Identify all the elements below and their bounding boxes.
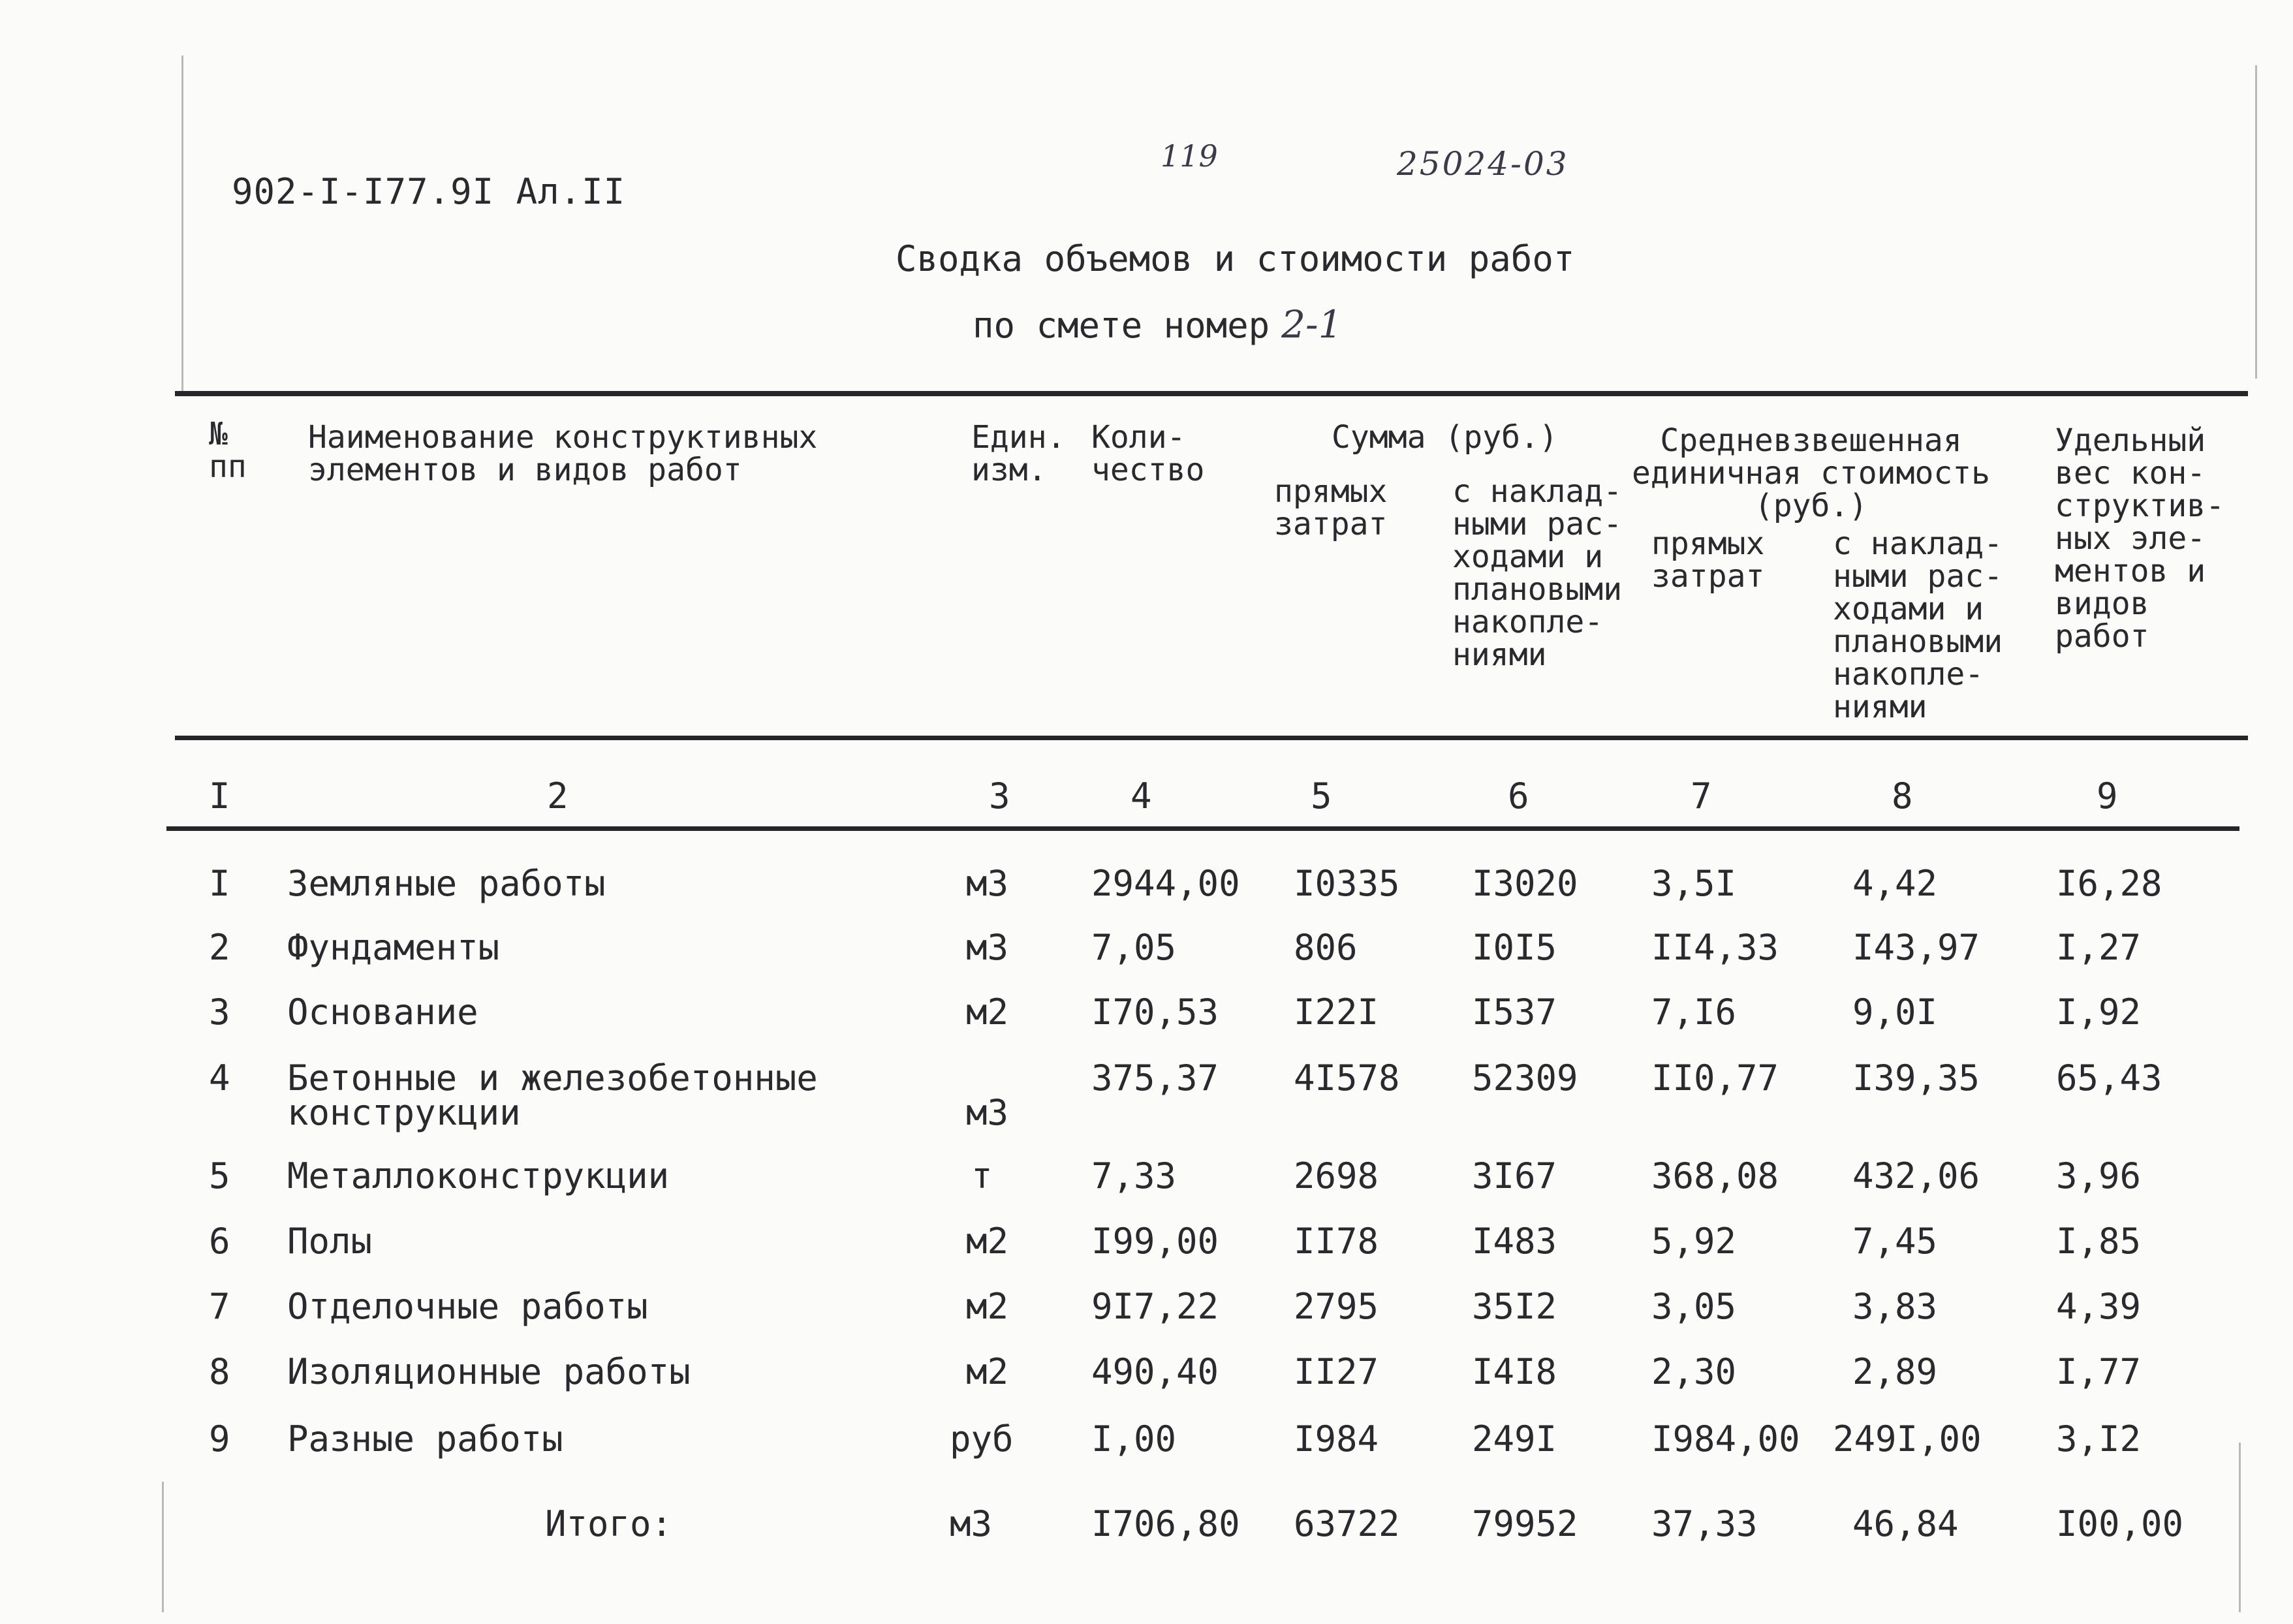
weight: I,27	[2056, 927, 2142, 968]
avg-direct: II4,33	[1651, 927, 1779, 968]
column-number-6: 6	[1508, 775, 1529, 817]
total-label: Итого:	[545, 1503, 673, 1544]
avg-direct: 7,I6	[1651, 992, 1737, 1033]
work-name: Бетонные и железобетонные	[287, 1057, 818, 1099]
sum-overhead: I4I8	[1472, 1351, 1557, 1392]
avg-overhead: I39,35	[1852, 1057, 1980, 1099]
sum-direct: 4I578	[1294, 1057, 1400, 1099]
sum-direct: I22I	[1294, 992, 1379, 1033]
unit: м2	[966, 1286, 1009, 1327]
work-name: Фундаменты	[287, 927, 500, 968]
scan-right-margin-line-lower	[2239, 1443, 2241, 1612]
total-sum-overhead: 79952	[1472, 1503, 1578, 1544]
work-name: Полы	[287, 1221, 373, 1262]
weight: 4,39	[2056, 1286, 2142, 1327]
column-number-4: 4	[1131, 775, 1152, 817]
table-column-numbers-rule	[166, 826, 2239, 831]
header-average-direct: прямых затрат	[1651, 525, 1765, 595]
total-avg-direct: 37,33	[1651, 1503, 1758, 1544]
header-weight: Удельный вес кон- структив- ных эле- ментов и видов работ	[2055, 422, 2225, 655]
column-number-7: 7	[1691, 775, 1712, 817]
avg-overhead: 3,83	[1852, 1286, 1938, 1327]
sum-direct: I984	[1294, 1418, 1379, 1460]
work-name: Основание	[287, 992, 478, 1033]
scan-left-margin-line-lower	[162, 1482, 164, 1612]
column-number-5: 5	[1311, 775, 1332, 817]
weight: I6,28	[2056, 863, 2162, 904]
work-name-continued: конструкции	[287, 1092, 521, 1133]
header-quantity: Коли- чество	[1091, 419, 1205, 488]
total-quantity: I706,80	[1091, 1503, 1240, 1544]
quantity: 490,40	[1091, 1351, 1219, 1392]
total-weight: I00,00	[2056, 1503, 2184, 1544]
avg-overhead: 4,42	[1852, 863, 1938, 904]
unit: м2	[966, 992, 1009, 1033]
sum-direct: I0335	[1294, 863, 1400, 904]
row-number: 7	[209, 1286, 230, 1327]
scan-right-margin-line	[2255, 65, 2257, 379]
avg-overhead: 2,89	[1852, 1351, 1938, 1392]
avg-direct: 5,92	[1651, 1221, 1737, 1262]
weight: 65,43	[2056, 1057, 2162, 1099]
header-average-group: Средневзвешенная единичная стоимость (руб.)	[1632, 422, 1991, 524]
unit: м3	[966, 863, 1009, 904]
header-sum-direct: прямых затрат	[1274, 473, 1388, 542]
sum-overhead: 3I67	[1472, 1155, 1557, 1196]
quantity: I99,00	[1091, 1221, 1219, 1262]
weight: 3,I2	[2056, 1418, 2142, 1460]
table-header-rule	[175, 736, 2248, 740]
sum-overhead: 249I	[1472, 1418, 1557, 1460]
row-number: 4	[209, 1057, 230, 1099]
weight: I,85	[2056, 1221, 2142, 1262]
estimate-number: 2-1	[1281, 302, 1343, 347]
header-sum-group: Сумма (руб.)	[1332, 419, 1558, 456]
row-number: 3	[209, 992, 230, 1033]
sum-direct: 2698	[1294, 1155, 1379, 1196]
avg-direct: II0,77	[1651, 1057, 1779, 1099]
sum-direct: 806	[1294, 927, 1358, 968]
total-unit: м3	[950, 1503, 993, 1544]
avg-direct: 3,05	[1651, 1286, 1737, 1327]
avg-overhead: 9,0I	[1852, 992, 1938, 1033]
row-number: 6	[209, 1221, 230, 1262]
header-average-overhead: с наклад- ными рас- ходами и плановыми накопле- ниями	[1833, 525, 2003, 725]
work-name: Металлоконструкции	[287, 1155, 670, 1196]
avg-direct: 3,5I	[1651, 863, 1737, 904]
avg-overhead: 432,06	[1852, 1155, 1980, 1196]
unit: т	[971, 1155, 993, 1196]
header-row-number: № пп	[209, 416, 247, 485]
quantity: 7,33	[1091, 1155, 1177, 1196]
avg-direct: I984,00	[1651, 1418, 1800, 1460]
total-avg-overhead: 46,84	[1852, 1503, 1959, 1544]
document-code: 902-I-I77.9I Ал.II	[232, 171, 626, 212]
unit: руб	[950, 1418, 1014, 1460]
quantity: 375,37	[1091, 1057, 1219, 1099]
sum-overhead: I537	[1472, 992, 1557, 1033]
sum-overhead: I483	[1472, 1221, 1557, 1262]
column-number-3: 3	[989, 775, 1010, 817]
unit: м3	[966, 927, 1009, 968]
quantity: 9I7,22	[1091, 1286, 1219, 1327]
column-number-9: 9	[2097, 775, 2118, 817]
page-subtitle	[973, 302, 1343, 347]
sum-overhead: I3020	[1472, 863, 1578, 904]
work-name: Отделочные работы	[287, 1286, 648, 1327]
page-title: Сводка объемов и стоимости работ	[896, 238, 1575, 279]
header-unit: Един. изм.	[971, 419, 1066, 488]
quantity: I70,53	[1091, 992, 1219, 1033]
row-number: 9	[209, 1418, 230, 1460]
header-sum-overhead: с наклад- ными рас- ходами и плановыми накопле- ниями	[1452, 473, 1623, 673]
weight: I,92	[2056, 992, 2142, 1033]
work-name: Земляные работы	[287, 863, 606, 904]
sum-overhead: I0I5	[1472, 927, 1557, 968]
weight: 3,96	[2056, 1155, 2142, 1196]
subtitle-text: по смете номер	[973, 305, 1270, 346]
avg-overhead: 249I,00	[1833, 1418, 1982, 1460]
handwritten-page-number: 119	[1161, 138, 1218, 174]
quantity: I,00	[1091, 1418, 1177, 1460]
scan-left-margin-line	[181, 55, 183, 395]
avg-direct: 2,30	[1651, 1351, 1737, 1392]
sum-direct: II27	[1294, 1351, 1379, 1392]
avg-direct: 368,08	[1651, 1155, 1779, 1196]
header-name: Наименование конструктивных элементов и видов работ	[308, 419, 818, 488]
sum-overhead: 52309	[1472, 1057, 1578, 1099]
total-sum-direct: 63722	[1294, 1503, 1400, 1544]
row-number: 2	[209, 927, 230, 968]
sum-direct: 2795	[1294, 1286, 1379, 1327]
row-number: I	[209, 863, 230, 904]
unit: м2	[966, 1221, 1009, 1262]
unit: м3	[966, 1092, 1009, 1133]
handwritten-registration-number: 25024-03	[1397, 145, 1569, 183]
sum-overhead: 35I2	[1472, 1286, 1557, 1327]
sum-direct: II78	[1294, 1221, 1379, 1262]
row-number: 8	[209, 1351, 230, 1392]
column-number-8: 8	[1892, 775, 1913, 817]
column-number-1: I	[209, 775, 230, 817]
quantity: 7,05	[1091, 927, 1177, 968]
work-name: Разные работы	[287, 1418, 563, 1460]
quantity: 2944,00	[1091, 863, 1240, 904]
column-number-2: 2	[547, 775, 569, 817]
table-top-rule	[175, 391, 2248, 396]
avg-overhead: I43,97	[1852, 927, 1980, 968]
unit: м2	[966, 1351, 1009, 1392]
work-name: Изоляционные работы	[287, 1351, 691, 1392]
avg-overhead: 7,45	[1852, 1221, 1938, 1262]
weight: I,77	[2056, 1351, 2142, 1392]
row-number: 5	[209, 1155, 230, 1196]
